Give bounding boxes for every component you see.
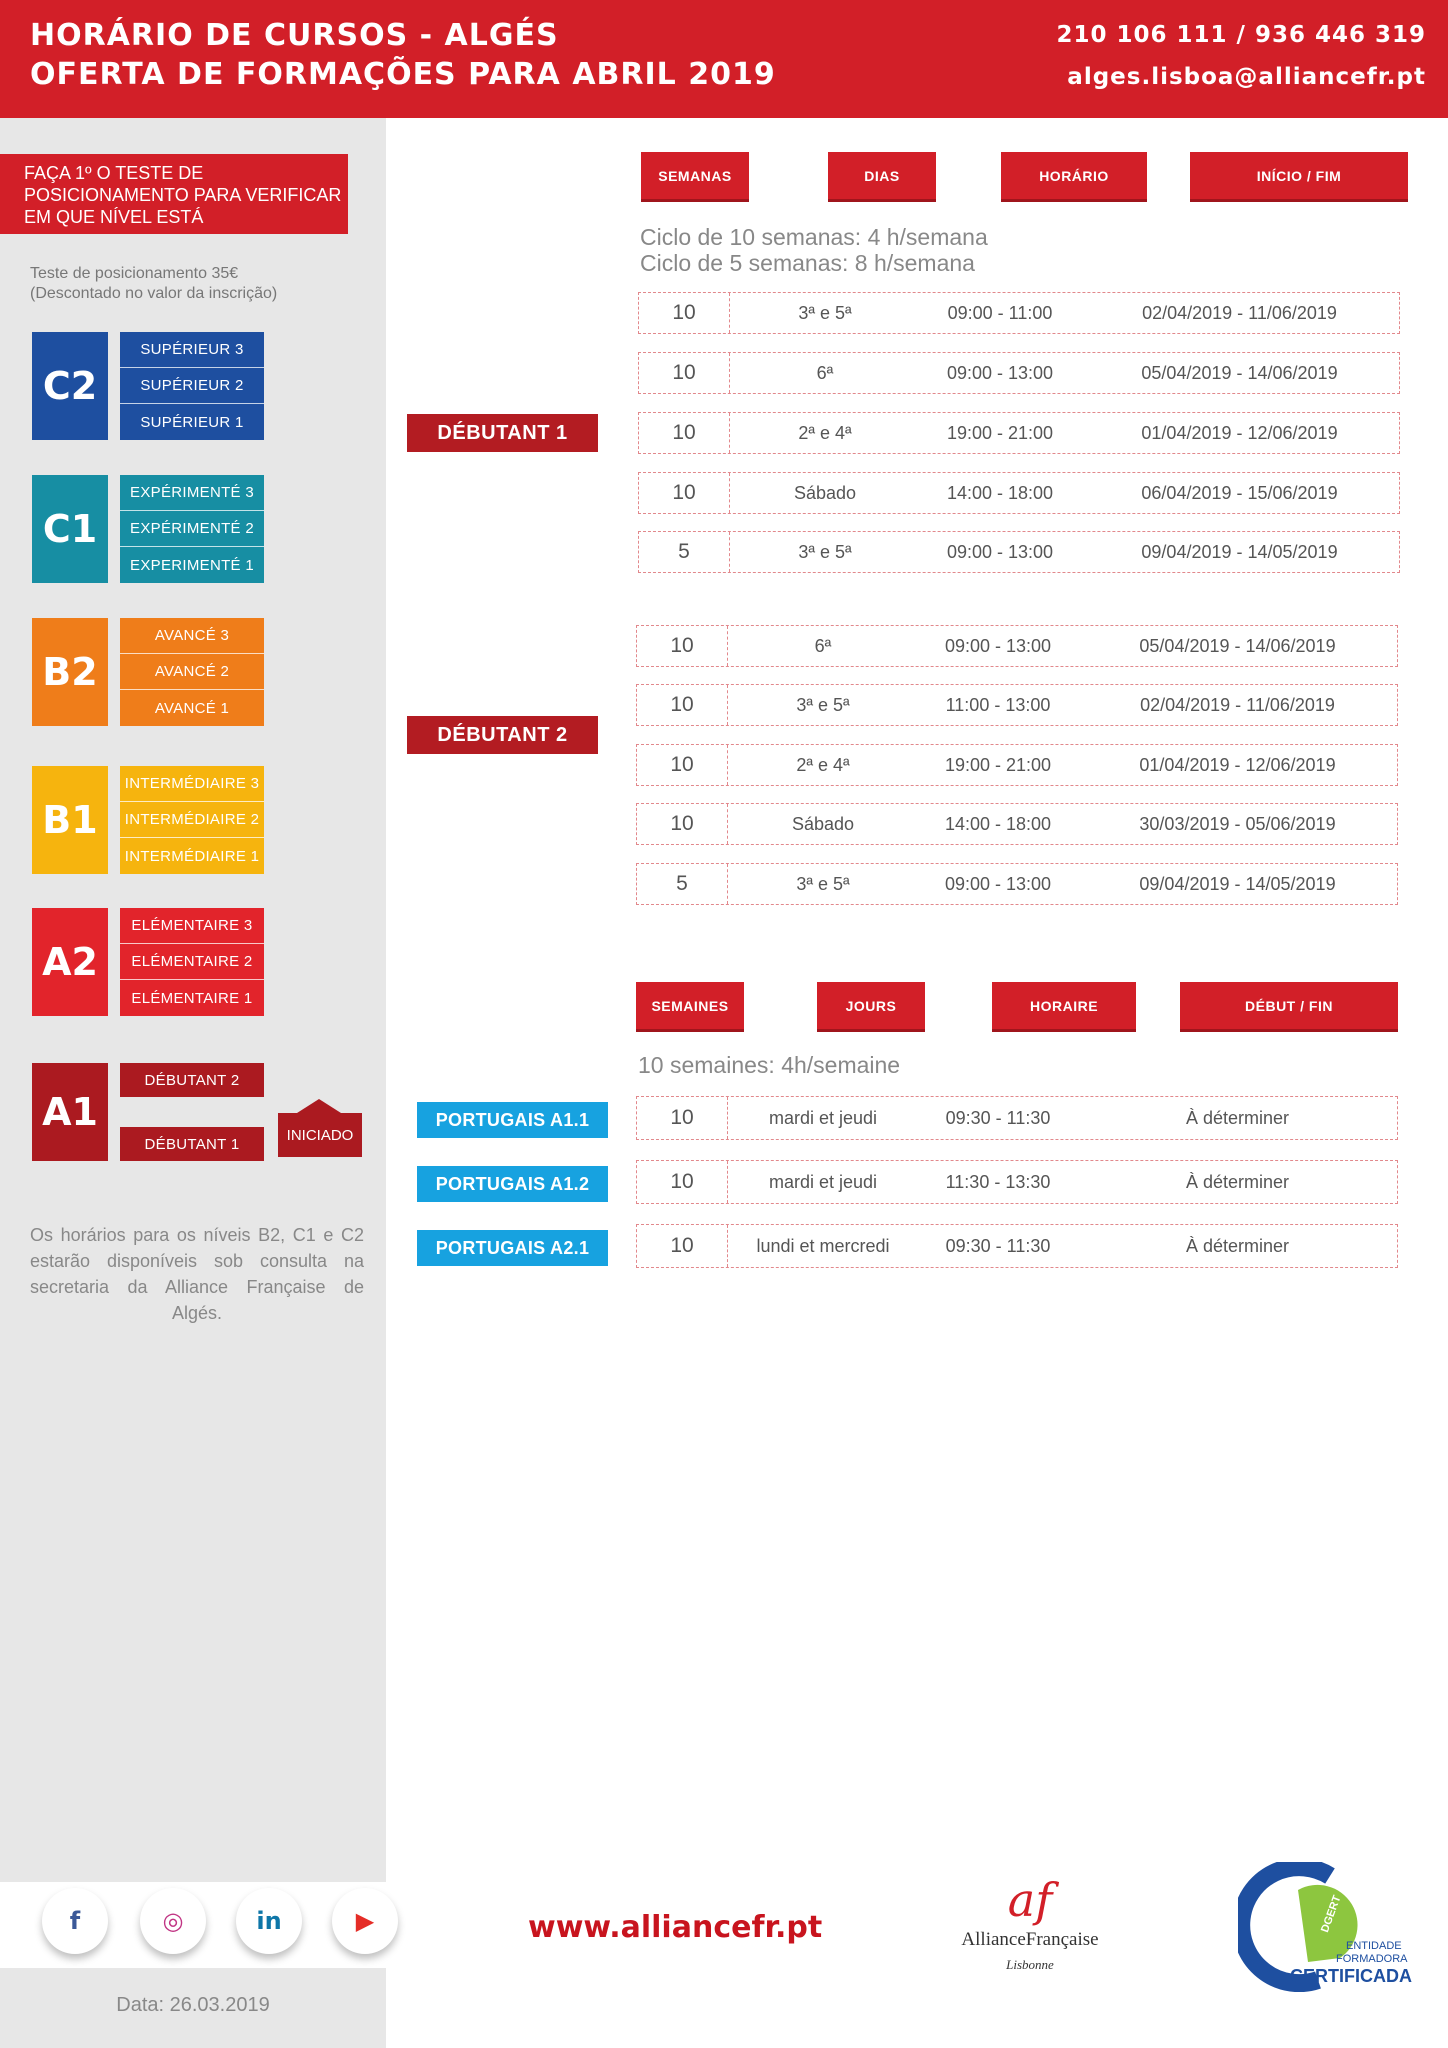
time-cell: 09:00 - 13:00 [944, 873, 1052, 894]
placement-test-note: FAÇA 1º O TESTE DE POSICIONAMENTO PARA VERIFICAR EM QUE NÍVEL ESTÁ [0, 154, 348, 234]
weeks-cell: 10 [637, 1161, 728, 1203]
portugais-course-label[interactable]: PORTUGAIS A1.2 [417, 1166, 608, 1202]
linkedin-icon[interactable]: in [236, 1888, 302, 1954]
weeks-cell: 5 [637, 864, 728, 904]
table-row[interactable] [636, 803, 1398, 845]
weeks-cell: 10 [639, 473, 730, 513]
weeks-cell: 10 [637, 745, 728, 785]
youtube-icon[interactable]: ▶ [332, 1888, 398, 1954]
sublevel-b2-1[interactable]: AVANCÉ 1 [120, 690, 264, 726]
dates-cell: À déterminer [1185, 1235, 1290, 1256]
facebook-icon[interactable]: f [42, 1888, 108, 1954]
time-cell: 14:00 - 18:00 [946, 482, 1054, 503]
portugais-course-label[interactable]: PORTUGAIS A1.1 [417, 1102, 608, 1138]
weeks-cell: 5 [639, 532, 730, 572]
sublevel-a2-3[interactable]: ELÉMENTAIRE 3 [120, 908, 264, 944]
weeks-cell: 10 [637, 1225, 728, 1267]
table-row[interactable] [636, 625, 1398, 667]
level-b2-badge: B2 [32, 618, 108, 726]
dates-cell: À déterminer [1185, 1107, 1290, 1128]
table-row[interactable] [638, 472, 1400, 514]
weeks-cell: 10 [639, 413, 730, 453]
cert-brand: DGERT [1319, 1893, 1344, 1935]
header-debut-fin: DÉBUT / FIN [1180, 982, 1398, 1032]
instagram-icon[interactable]: ◎ [140, 1888, 206, 1954]
dates-cell: 01/04/2019 - 12/06/2019 [1141, 422, 1338, 443]
table-row[interactable] [638, 352, 1400, 394]
weeks-cell: 10 [639, 293, 730, 333]
document-date: Data: 26.03.2019 [116, 1994, 270, 2016]
header-dias: DIAS [828, 152, 936, 202]
weeks-cell: 10 [637, 804, 728, 844]
cert-line3: CERTIFICADA [1290, 1966, 1412, 1986]
sublevel-a1-2[interactable]: DÉBUTANT 2 [120, 1063, 264, 1097]
cert-line2: FORMADORA [1336, 1953, 1408, 1965]
time-cell: 09:00 - 13:00 [946, 362, 1054, 383]
sublevel-c2-1[interactable]: SUPÉRIEUR 1 [120, 404, 264, 440]
time-cell: 09:30 - 11:30 [945, 1107, 1051, 1128]
dates-cell: 06/04/2019 - 15/06/2019 [1141, 482, 1338, 503]
header-semaines: SEMAINES [636, 982, 744, 1032]
phone-numbers: 210 106 111 / 936 446 319 [1056, 22, 1426, 48]
sublevel-c2-3[interactable]: SUPÉRIEUR 3 [120, 332, 264, 368]
sublevel-a2-2[interactable]: ELÉMENTAIRE 2 [120, 944, 264, 980]
page-title-line1: HORÁRIO DE CURSOS - ALGÉS [30, 18, 559, 53]
weeks-cell: 10 [637, 685, 728, 725]
days-cell: 2ª e 4ª [798, 422, 852, 443]
sublevel-c1-2[interactable]: EXPÉRIMENTÉ 2 [120, 511, 264, 547]
days-cell: 3ª e 5ª [798, 541, 852, 562]
dates-cell: 01/04/2019 - 12/06/2019 [1139, 754, 1336, 775]
time-cell: 09:00 - 13:00 [944, 635, 1052, 656]
sublevel-c2-2[interactable]: SUPÉRIEUR 2 [120, 368, 264, 404]
cycle-semaines: 10 semaines: 4h/semaine [638, 1052, 901, 1078]
days-cell: 3ª e 5ª [798, 302, 852, 323]
time-cell: 09:00 - 11:00 [947, 302, 1053, 323]
days-cell: 6ª [814, 635, 832, 656]
level-a1-badge: A1 [32, 1063, 108, 1161]
days-cell: 2ª e 4ª [796, 754, 850, 775]
sidebar-footnote: Os horários para os níveis B2, C1 e C2 estarão disponíveis sob consulta na secretaria da Alliance Française de Algés. [30, 1225, 364, 1323]
days-cell: mardi et jeudi [768, 1107, 878, 1128]
time-cell: 19:00 - 21:00 [946, 422, 1054, 443]
test-discount: (Descontado no valor da inscrição) [30, 285, 278, 302]
time-cell: 11:30 - 13:30 [945, 1171, 1051, 1192]
email-address[interactable]: alges.lisboa@alliancefr.pt [1067, 64, 1426, 90]
days-cell: Sábado [793, 482, 857, 503]
sublevel-b1-2[interactable]: INTERMÉDIAIRE 2 [120, 802, 264, 838]
test-price: Teste de posicionamento 35€ [30, 265, 239, 282]
alliance-francaise-logo [950, 1875, 1110, 1995]
header-horario: HORÁRIO [1001, 152, 1147, 202]
table-row[interactable] [636, 684, 1398, 726]
days-cell: Sábado [791, 813, 855, 834]
dates-cell: 09/04/2019 - 14/05/2019 [1141, 541, 1338, 562]
days-cell: 3ª e 5ª [796, 694, 850, 715]
days-cell: lundi et mercredi [756, 1235, 890, 1256]
days-cell: 6ª [816, 362, 834, 383]
sublevel-b2-2[interactable]: AVANCÉ 2 [120, 654, 264, 690]
sublevel-c1-3[interactable]: EXPÉRIMENTÉ 3 [120, 475, 264, 511]
dates-cell: 02/04/2019 - 11/06/2019 [1142, 302, 1337, 323]
cycle-5-weeks: Ciclo de 5 semanas: 8 h/semana [640, 250, 975, 276]
table-row[interactable] [638, 531, 1400, 573]
table-row[interactable] [636, 1160, 1398, 1204]
table-row[interactable] [636, 1224, 1398, 1268]
dates-cell: 05/04/2019 - 14/06/2019 [1139, 635, 1336, 656]
days-cell: mardi et jeudi [768, 1171, 878, 1192]
course-label-debutant-2[interactable]: DÉBUTANT 2 [407, 716, 598, 754]
dates-cell: 30/03/2019 - 05/06/2019 [1139, 813, 1336, 834]
table-row[interactable] [636, 863, 1398, 905]
level-b1-badge: B1 [32, 766, 108, 874]
af-logo-city: Lisbonne [1006, 1957, 1054, 1972]
sublevel-c1-1[interactable]: EXPERIMENTÉ 1 [120, 547, 264, 583]
table-row[interactable] [638, 292, 1400, 334]
sublevel-a1-1[interactable]: DÉBUTANT 1 [120, 1127, 264, 1161]
sublevel-a2-1[interactable]: ELÉMENTAIRE 1 [120, 980, 264, 1016]
website-link[interactable]: www.alliancefr.pt [528, 1910, 823, 1945]
level-a2-badge: A2 [32, 908, 108, 1016]
dates-cell: 05/04/2019 - 14/06/2019 [1141, 362, 1338, 383]
page-title-line2: OFERTA DE FORMAÇÕES PARA ABRIL 2019 [30, 57, 776, 92]
course-label-debutant-1[interactable]: DÉBUTANT 1 [407, 414, 598, 452]
af-logo-name: AllianceFrançaise [961, 1929, 1099, 1950]
table-row[interactable] [636, 744, 1398, 786]
iniciado-arrow-icon [297, 1099, 341, 1113]
days-cell: 3ª e 5ª [796, 873, 850, 894]
cert-line1: ENTIDADE [1346, 1940, 1402, 1952]
time-cell: 09:00 - 13:00 [946, 541, 1054, 562]
time-cell: 09:30 - 11:30 [945, 1235, 1051, 1256]
portugais-course-label[interactable]: PORTUGAIS A2.1 [417, 1230, 608, 1266]
table-row[interactable] [636, 1096, 1398, 1140]
dates-cell: 09/04/2019 - 14/05/2019 [1139, 873, 1336, 894]
level-c1-badge: C1 [32, 475, 108, 583]
time-cell: 14:00 - 18:00 [944, 813, 1052, 834]
header-semanas: SEMANAS [641, 152, 749, 202]
af-logo-mark: af [1007, 1873, 1053, 1927]
weeks-cell: 10 [637, 626, 728, 666]
header-inicio-fim: INÍCIO / FIM [1190, 152, 1408, 202]
page-header [0, 0, 1448, 118]
header-horaire: HORAIRE [992, 982, 1136, 1032]
time-cell: 11:00 - 13:00 [945, 694, 1051, 715]
time-cell: 19:00 - 21:00 [944, 754, 1052, 775]
weeks-cell: 10 [637, 1097, 728, 1139]
weeks-cell: 10 [639, 353, 730, 393]
table-row[interactable] [638, 412, 1400, 454]
sublevel-b1-1[interactable]: INTERMÉDIAIRE 1 [120, 838, 264, 874]
cycle-10-weeks: Ciclo de 10 semanas: 4 h/semana [640, 224, 988, 250]
dates-cell: À déterminer [1185, 1171, 1290, 1192]
iniciado-badge[interactable]: INICIADO [278, 1113, 362, 1157]
dates-cell: 02/04/2019 - 11/06/2019 [1140, 694, 1335, 715]
sublevel-b2-3[interactable]: AVANCÉ 3 [120, 618, 264, 654]
sublevel-b1-3[interactable]: INTERMÉDIAIRE 3 [120, 766, 264, 802]
certification-logo [1238, 1862, 1418, 1992]
level-c2-badge: C2 [32, 332, 108, 440]
header-jours: JOURS [817, 982, 925, 1032]
